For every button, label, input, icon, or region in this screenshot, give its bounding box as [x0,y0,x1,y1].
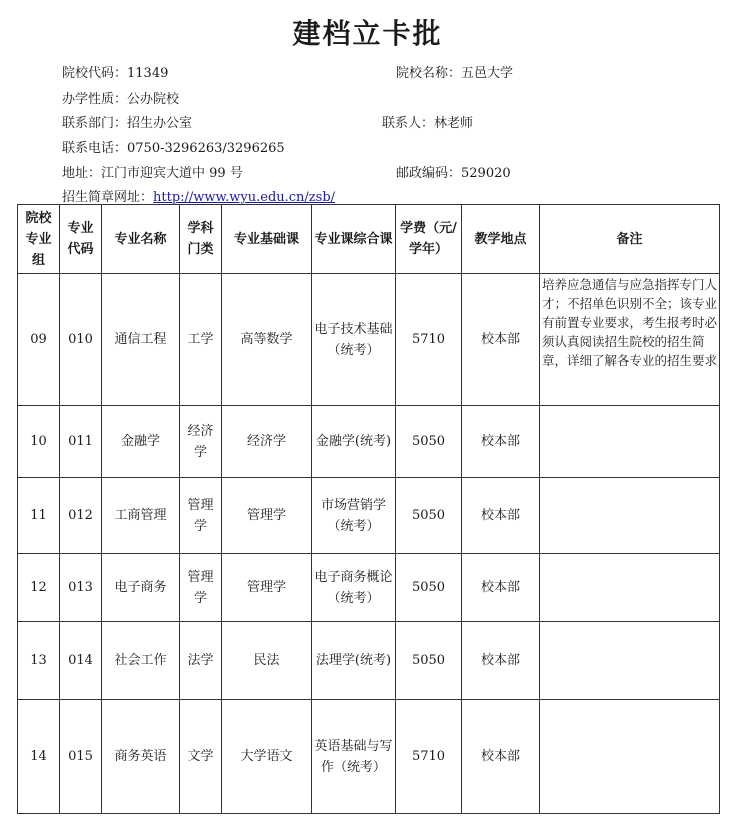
header-fee: 学费（元/学年） [396,205,462,274]
code-cell: 014 [60,622,102,700]
header-location: 教学地点 [462,205,540,274]
fee-cell: 5050 [396,478,462,554]
location-cell: 校本部 [462,478,540,554]
header-basic-course: 专业基础课 [222,205,312,274]
header-category: 学科门类 [180,205,222,274]
group-cell: 11 [18,478,60,554]
contact-dept-value: 招生办公室 [127,116,193,131]
comprehensive-course-cell: 电子技术基础（统考） [312,274,396,406]
table-row [18,478,720,554]
contact-dept [62,112,192,131]
school-code-label: 院校代码： [62,66,128,81]
basic-course-cell: 管理学 [222,554,312,622]
address [62,162,243,181]
address-value: 江门市迎宾大道中 99 号 [101,166,243,181]
name-cell: 社会工作 [102,622,180,700]
remark-cell [540,554,720,622]
name-cell: 金融学 [102,406,180,478]
contact-phone-value: 0750-3296263/3296265 [127,141,285,156]
group-cell: 10 [18,406,60,478]
program-table [17,204,720,814]
name-cell: 电子商务 [102,554,180,622]
group-cell: 14 [18,700,60,814]
comprehensive-course-cell: 金融学(统考) [312,406,396,478]
group-cell: 09 [18,274,60,406]
page-title: 建档立卡批 [292,17,443,50]
location-cell: 校本部 [462,554,540,622]
basic-course-cell: 高等数学 [222,274,312,406]
group-cell: 12 [18,554,60,622]
header-remark: 备注 [540,205,720,274]
school-code-value: 11349 [127,66,169,81]
remark-cell [540,406,720,478]
brochure-url [62,186,335,205]
contact-person-label: 联系人： [382,116,435,131]
school-name-label: 院校名称： [396,66,462,81]
category-cell: 管理学 [180,478,222,554]
table-body [18,205,720,814]
table-row [18,274,720,406]
postcode [396,162,511,181]
contact-person [382,112,473,131]
school-name-value: 五邑大学 [461,66,514,81]
table-row [18,700,720,814]
table-row [18,622,720,700]
comprehensive-course-cell: 市场营销学（统考） [312,478,396,554]
fee-cell: 5050 [396,554,462,622]
category-cell: 文学 [180,700,222,814]
postcode-label: 邮政编码： [396,166,462,181]
code-cell: 011 [60,406,102,478]
contact-person-value: 林老师 [434,116,474,131]
code-cell: 015 [60,700,102,814]
header-name: 专业名称 [102,205,180,274]
table-row [18,554,720,622]
location-cell: 校本部 [462,622,540,700]
contact-phone [62,137,285,156]
fee-cell: 5050 [396,406,462,478]
school-nature-label: 办学性质： [62,92,128,107]
contact-phone-label: 联系电话： [62,141,128,156]
name-cell: 通信工程 [102,274,180,406]
comprehensive-course-cell: 电子商务概论（统考） [312,554,396,622]
school-code [62,62,168,81]
basic-course-cell: 民法 [222,622,312,700]
fee-cell: 5710 [396,274,462,406]
comprehensive-course-cell: 法理学(统考) [312,622,396,700]
remark-cell [540,700,720,814]
category-cell: 经济学 [180,406,222,478]
fee-cell: 5050 [396,622,462,700]
code-cell: 013 [60,554,102,622]
basic-course-cell: 管理学 [222,478,312,554]
category-cell: 法学 [180,622,222,700]
remark-cell [540,622,720,700]
fee-cell: 5710 [396,700,462,814]
remark-cell [540,478,720,554]
table-row [18,406,720,478]
name-cell: 工商管理 [102,478,180,554]
remark-cell: 培养应急通信与应急指挥专门人才；不招单色识别不全；该专业有前置专业要求，考生报考时必须认真阅读招生院校的招生简章，详细了解各专业的招生要求 [540,274,720,406]
location-cell: 校本部 [462,406,540,478]
category-cell: 管理学 [180,554,222,622]
header-comprehensive-course: 专业课综合课 [312,205,396,274]
table-header-row [18,205,720,274]
postcode-value: 529020 [461,166,511,181]
basic-course-cell: 经济学 [222,406,312,478]
header-group: 院校专业组 [18,205,60,274]
header-code: 专业代码 [60,205,102,274]
category-cell: 工学 [180,274,222,406]
contact-dept-label: 联系部门： [62,116,128,131]
name-cell: 商务英语 [102,700,180,814]
school-nature-value: 公办院校 [127,92,180,107]
brochure-url-link[interactable]: http://www.wyu.edu.cn/zsb/ [153,190,336,205]
code-cell: 012 [60,478,102,554]
brochure-url-label: 招生简章网址： [62,190,154,205]
school-nature [62,88,179,107]
school-name [396,62,513,81]
group-cell: 13 [18,622,60,700]
address-label: 地址： [62,166,102,181]
location-cell: 校本部 [462,700,540,814]
code-cell: 010 [60,274,102,406]
basic-course-cell: 大学语文 [222,700,312,814]
comprehensive-course-cell: 英语基础与写作（统考） [312,700,396,814]
location-cell: 校本部 [462,274,540,406]
